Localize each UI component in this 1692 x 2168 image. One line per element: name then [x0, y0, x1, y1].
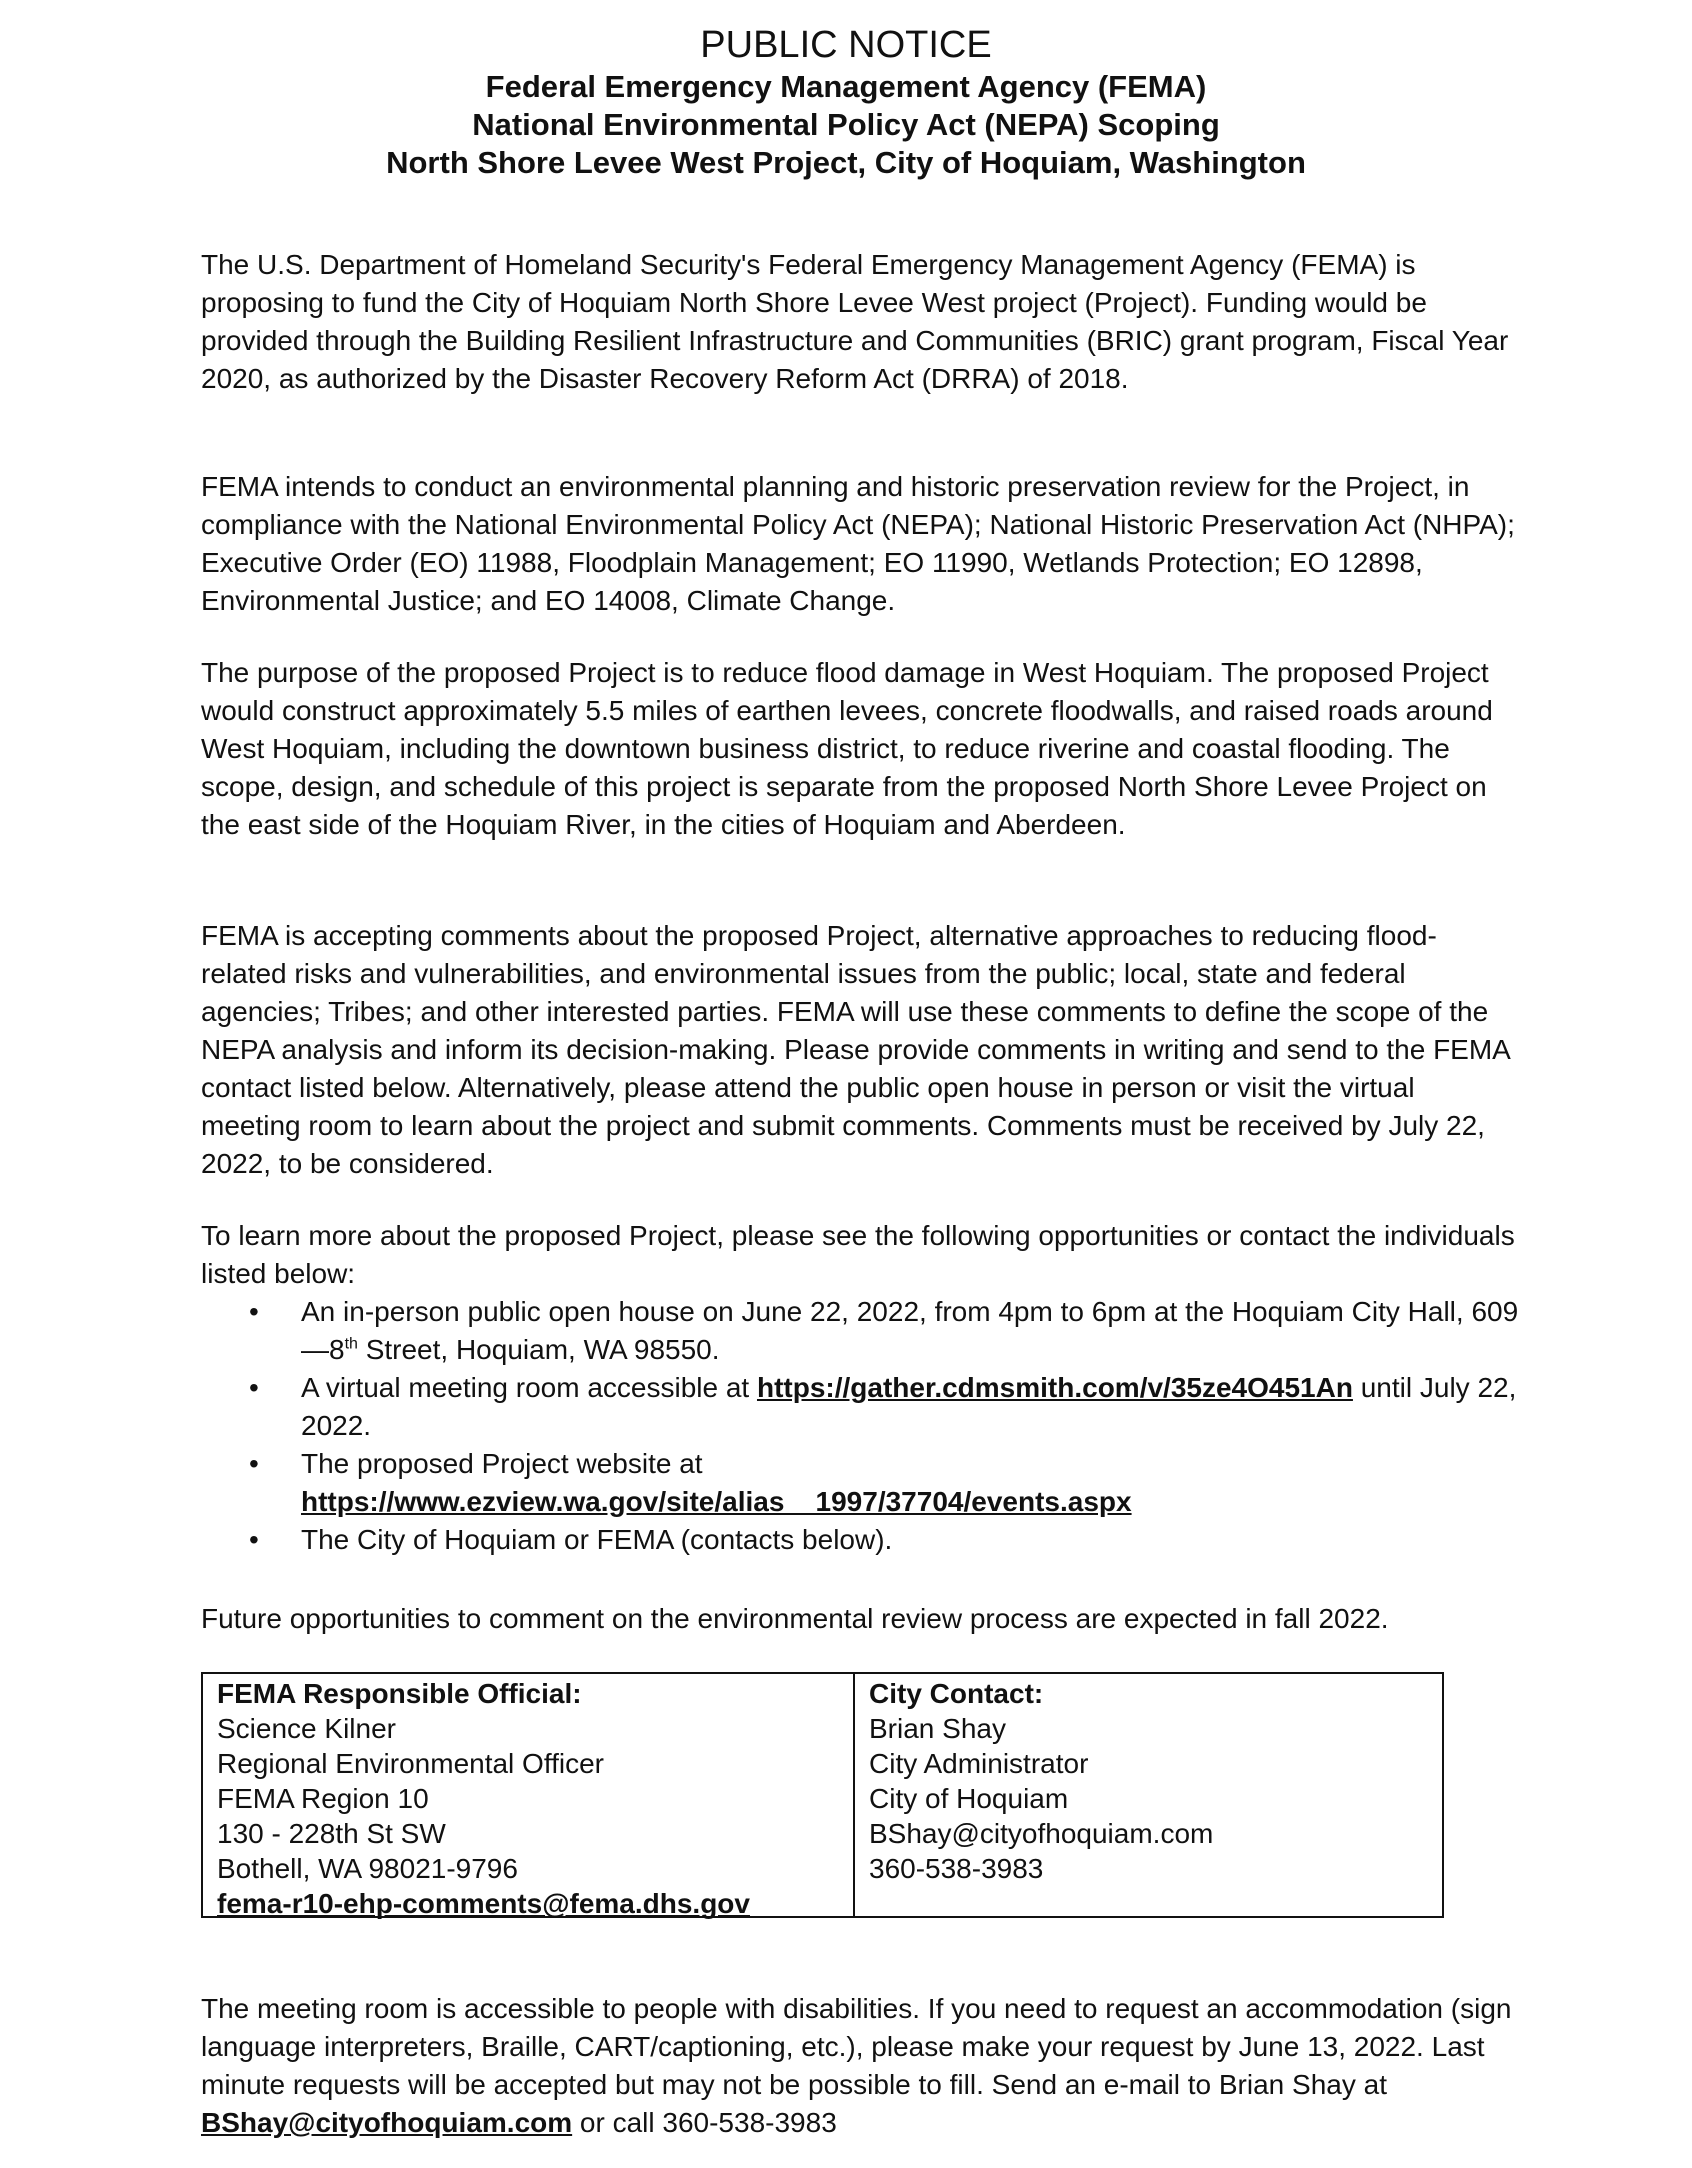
fema-contact-header: FEMA Responsible Official: [217, 1678, 582, 1709]
accessibility-text [201, 1990, 1521, 2142]
paragraph-comments-text: FEMA is accepting comments about the proposed Project, alternative approaches to reducing flood-related risks and vulnerabilities, and environmental issues from the public; local, state and federal agencies; Tribes; and other interested parties. FEMA will use these comments to define the scope of the NEPA analysis and inform its decision-making. Please provide comments in writing and send to the FEMA contact listed below. Alternatively, please attend the public open house in person or visit the virtual meeting room to learn about the project and submit comments. Comments must be received by July 22, 2022, to be considered. [201, 920, 1510, 1179]
virtual-room-deadline: until July 22, 2022. [301, 1372, 1517, 1441]
paragraph-learn-more [201, 1217, 1521, 1559]
contacts-table [201, 1672, 1444, 1918]
paragraph-future [201, 1600, 1521, 1638]
fema-contact-name: Science Kilner [217, 1713, 396, 1744]
city-contact-email: BShay@cityofhoquiam.com [869, 1818, 1214, 1849]
open-house-text: An in-person public open house on June 22, 2022, from 4pm to 6pm at the Hoquiam City Hall, 609—8 [301, 1296, 1519, 1365]
virtual-room-text: A virtual meeting room accessible at [301, 1372, 757, 1403]
accessibility-email-link[interactable]: BShay@cityofhoquiam.com [201, 2107, 573, 2138]
list-item [201, 1445, 1521, 1521]
paragraph-review [201, 468, 1521, 620]
project-website-link[interactable]: https://www.ezview.wa.gov/site/alias__1997/37704/events.aspx [301, 1486, 1132, 1517]
bullet-icon: • [249, 1448, 259, 1479]
paragraph-purpose [201, 654, 1521, 844]
agency-name: Federal Emergency Management Agency (FEMA) [485, 69, 1207, 104]
notice-title: PUBLIC NOTICE [700, 24, 992, 66]
fema-contact-cell [203, 1674, 855, 1919]
virtual-room-link[interactable]: https://gather.cdmsmith.com/v/35ze4O451An [756, 1372, 1353, 1403]
bullet-icon: • [249, 1372, 259, 1403]
ordinal-suffix: th [344, 1335, 358, 1353]
city-contact-cell [855, 1674, 1442, 1916]
paragraph-review-text: FEMA intends to conduct an environmental planning and historic preservation review for the Project, in compliance with the National Environmental Policy Act (NEPA); National Historic Preservation Act (NHPA); Executive Order (EO) 11988, Floodplain Management; EO 11990, Wetlands Protection; EO 12898, Environmental Justice; and EO 14008, Climate Change. [201, 471, 1515, 616]
project-name-line: North Shore Levee West Project, City of Hoquiam, Washington [386, 145, 1306, 180]
city-contact-title: City Administrator [869, 1748, 1089, 1779]
open-house-address: Street, Hoquiam, WA 98550. [357, 1334, 720, 1365]
fema-contact-city: Bothell, WA 98021-9796 [217, 1853, 518, 1884]
bullet-icon: • [249, 1524, 259, 1555]
fema-contact-org: FEMA Region 10 [217, 1783, 429, 1814]
nepa-scoping-line: National Environmental Policy Act (NEPA) Scoping [472, 107, 1220, 142]
opportunities-list [201, 1293, 1521, 1559]
city-contact-org: City of Hoquiam [869, 1783, 1069, 1814]
paragraph-funding-text: The U.S. Department of Homeland Security's Federal Emergency Management Agency (FEMA) is proposing to fund the City of Hoquiam North Shore Levee West project (Project). Funding would be provided through the Building Resilient Infrastructure and Communities (BRIC) grant program, Fiscal Year 2020, as authorized by the Disaster Recovery Reform Act (DRRA) of 2018. [201, 249, 1509, 394]
accessibility-text-main: The meeting room is accessible to people with disabilities. If you need to request an accommodation (sign language interpreters, Braille, CART/captioning, etc.), please make your request by June 13, 2022. Last minute requests will be accepted but may not be possible to fill. Send an e-mail to Brian Shay at [201, 1993, 1512, 2100]
list-item [201, 1369, 1521, 1445]
contacts-reference-text: The City of Hoquiam or FEMA (contacts below). [301, 1524, 893, 1555]
list-item [201, 1293, 1521, 1369]
fema-contact-street: 130 - 228th St SW [217, 1818, 446, 1849]
paragraph-accessibility [201, 1990, 1521, 2142]
paragraph-purpose-text: The purpose of the proposed Project is to reduce flood damage in West Hoquiam. The proposed Project would construct approximately 5.5 miles of earthen levees, concrete floodwalls, and raised roads around West Hoquiam, including the downtown business district, to reduce riverine and coastal flooding. The scope, design, and schedule of this project is separate from the proposed North Shore Levee Project on the east side of the Hoquiam River, in the cities of Hoquiam and Aberdeen. [201, 657, 1493, 840]
city-contact-name: Brian Shay [869, 1713, 1006, 1744]
paragraph-comments [201, 917, 1521, 1183]
city-contact-header: City Contact: [869, 1678, 1044, 1709]
learn-more-intro: To learn more about the proposed Project, please see the following opportunities or contact the individuals listed below: [201, 1220, 1515, 1289]
project-website-text: The proposed Project website at [301, 1448, 703, 1479]
paragraph-funding [201, 246, 1521, 398]
future-opportunities-text: Future opportunities to comment on the environmental review process are expected in fall 2022. [201, 1603, 1389, 1634]
accessibility-phone-text: or call 360-538-3983 [572, 2107, 837, 2138]
bullet-icon: • [249, 1296, 259, 1327]
list-item [201, 1521, 1521, 1559]
city-contact-phone: 360-538-3983 [869, 1853, 1044, 1884]
fema-contact-email-link[interactable]: fema-r10-ehp-comments@fema.dhs.gov [217, 1888, 750, 1919]
fema-contact-title: Regional Environmental Officer [217, 1748, 605, 1779]
notice-heading [0, 22, 1692, 182]
